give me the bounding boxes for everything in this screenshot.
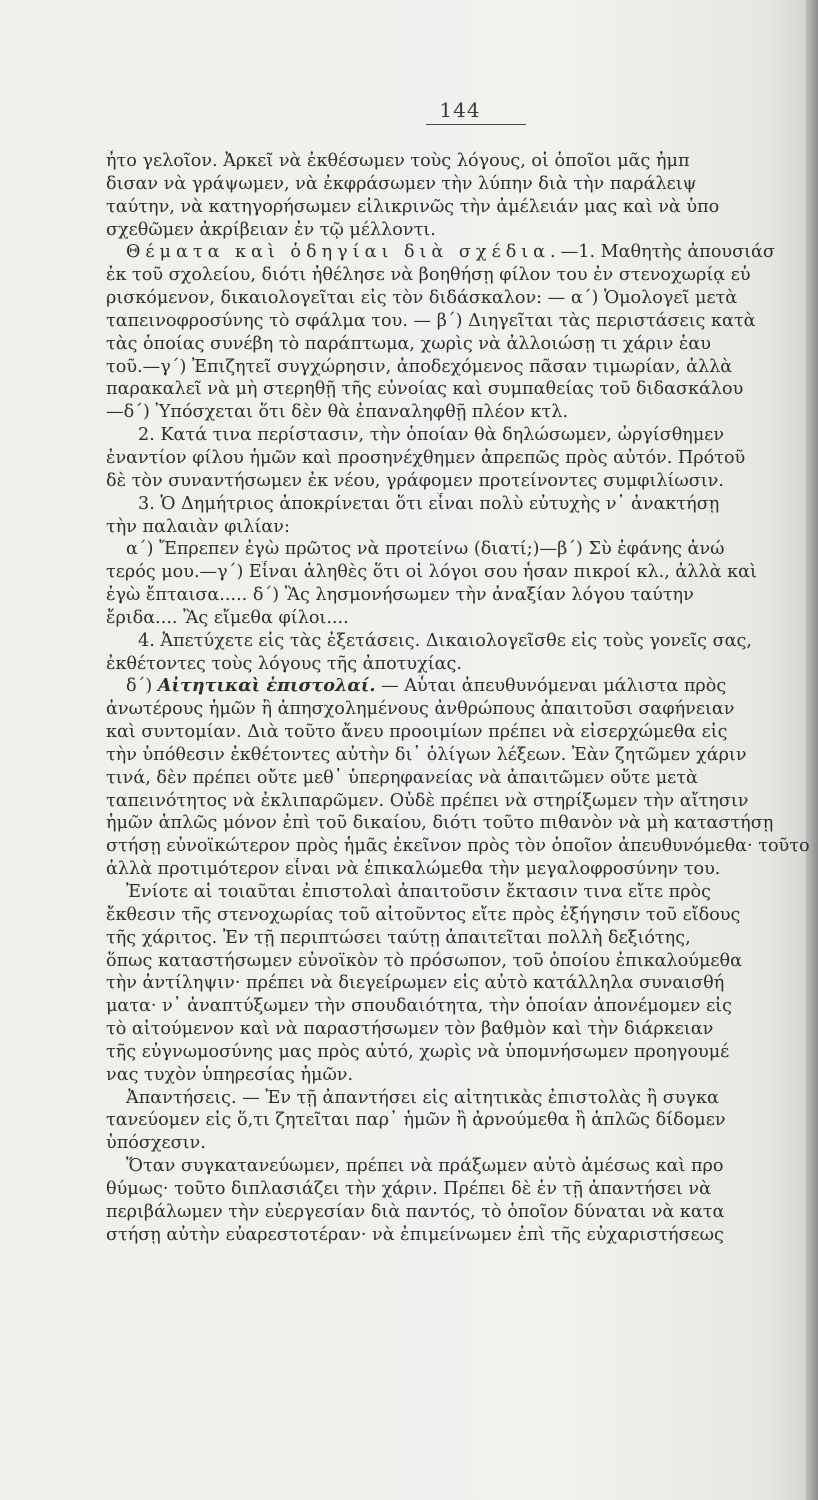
text-line: τὴν παλαιὰν φιλίαν: bbox=[106, 516, 290, 537]
text-line: ὅπως καταστήσωμεν εὐνοϊκὸν τὸ πρόσωπον, τοῦ ὁποίου ἐπικαλούμεθα bbox=[106, 950, 742, 971]
text-line: ἀνωτέρους ἡμῶν ἢ ἀπησχολημένους ἀνθρώπους ἀπαιτοῦσι σαφήνειαν bbox=[106, 699, 735, 720]
text-line: τερός μου.—γ΄) Εἶναι ἀληθὲς ὅτι οἱ λόγοι σου ἦσαν πικροί κλ., ἀλλὰ καὶ bbox=[106, 562, 757, 583]
header-rule bbox=[426, 124, 526, 125]
text-line: α΄) Ἔπρεπεν ἐγὼ πρῶτος νὰ προτείνω (διατί;)—β΄) Σὺ ἐφάνης ἀνώ bbox=[126, 539, 725, 560]
page-number: 144 bbox=[439, 98, 481, 122]
text-line bbox=[106, 675, 814, 698]
text-line: ταπεινοφροσύνης τὸ σφάλμα του. — β΄) Διηγεῖται τὰς περιστάσεις κατὰ bbox=[106, 310, 756, 331]
text-line: θύμως· τοῦτο διπλασιάζει τὴν χάριν. Πρέπει δὲ ἐν τῇ ἀπαντήσει νὰ bbox=[106, 1178, 711, 1199]
text-line: παρακαλεῖ νὰ μὴ στερηθῇ τῆς εὐνοίας καὶ συμπαθείας τοῦ διδασκάλου bbox=[106, 379, 744, 400]
section-heading: Αἰτητικαὶ ἐπιστολαί. bbox=[157, 675, 376, 697]
text-line: στήσῃ αὐτὴν εὐαρεστοτέραν· νὰ ἐπιμείνωμεν ἐπὶ τῆς εὐχαριστήσεως bbox=[106, 1224, 724, 1245]
text-line: Ἀπαντήσεις. — Ἐν τῇ ἀπαντήσει εἰς αἰτητικὰς ἐπιστολὰς ἢ συγκα bbox=[126, 1087, 719, 1108]
text-line: ταπεινότητος νὰ ἐκλιπαρῶμεν. Οὐδὲ πρέπει νὰ στηρίξωμεν τὴν αἴτησιν bbox=[106, 790, 749, 811]
section-lead: δ΄) bbox=[126, 676, 153, 697]
text-line: δὲ τὸν συναντήσωμεν ἐκ νέου, γράφομεν προτείνοντες συμφιλίωσιν. bbox=[106, 470, 724, 491]
text-line bbox=[106, 241, 814, 264]
text-line: τοῦ.—γ΄) Ἐπιζητεῖ συγχώρησιν, ἀποδεχόμενος πᾶσαν τιμωρίαν, ἀλλὰ bbox=[106, 356, 733, 377]
text-line: δισαν νὰ γράψωμεν, νὰ ἐκφράσωμεν τὴν λύπην διὰ τὴν παράλειψ bbox=[106, 173, 697, 194]
text-line: ταύτην, νὰ κατηγορήσωμεν εἰλικρινῶς τὴν ἀμέλειάν μας καὶ νὰ ὑπο bbox=[106, 196, 720, 217]
text-line: τὴν ὑπόθεσιν ἐκθέτοντες αὐτὴν δι᾽ ὀλίγων λέξεων. Ἐὰν ζητῶμεν χάριν bbox=[106, 744, 747, 765]
text-line: τανεύομεν εἰς ὅ,τι ζητεῖται παρ᾽ ἡμῶν ἢ ἀρνούμεθα ἢ ἁπλῶς δίδομεν bbox=[106, 1110, 726, 1131]
text-line: ρισκόμενον, δικαιολογεῖται εἰς τὸν διδάσκαλον: — α΄) Ὁμολογεῖ μετὰ bbox=[106, 288, 738, 309]
text-line: καὶ συντομίαν. Διὰ τοῦτο ἄνευ προοιμίων πρέπει νὰ εἰσερχώμεθα εἰς bbox=[106, 722, 728, 743]
text-line: ἀλλὰ προτιμότερον εἶναι νὰ ἐπικαλώμεθα τὴν μεγαλοφροσύνην του. bbox=[106, 859, 721, 880]
text-line: νας τυχὸν ὑπηρεσίας ἡμῶν. bbox=[106, 1064, 354, 1085]
text-line: ἐκθέτοντες τοὺς λόγους τῆς ἀποτυχίας. bbox=[106, 653, 462, 674]
text-line: τῆς χάριτος. Ἐν τῇ περιπτώσει ταύτῃ ἀπαιτεῖται πολλὴ δεξιότης, bbox=[106, 927, 691, 948]
text-line: Ἐνίοτε αἱ τοιαῦται ἐπιστολαὶ ἀπαιτοῦσιν ἔκτασιν τινα εἴτε πρὸς bbox=[126, 882, 711, 902]
text-line: 3. Ὁ Δημήτριος ἀποκρίνεται ὅτι εἶναι πολὺ εὐτυχὴς ν᾽ ἀνακτήσῃ bbox=[138, 493, 720, 514]
text-line: Ὅταν συγκατανεύωμεν, πρέπει νὰ πράξωμεν αὐτὸ ἀμέσως καὶ προ bbox=[126, 1156, 724, 1177]
text-line: —δ΄) Ὑπόσχεται ὅτι δὲν θὰ ἐπαναληφθῇ πλέον κτλ. bbox=[106, 402, 569, 423]
text-line: ἐγὼ ἔπταισα..... δ΄) Ἂς λησμονήσωμεν τὴν ἀναξίαν λόγου ταύτην bbox=[106, 585, 694, 606]
text-line: ἔκθεσιν τῆς στενοχωρίας τοῦ αἰτοῦντος εἴτε πρὸς ἐξήγησιν τοῦ εἴδους bbox=[106, 904, 741, 925]
text-line: τῆς εὐγνωμοσύνης μας πρὸς αὐτό, χωρὶς νὰ ὑπομνήσωμεν προηγουμέ bbox=[106, 1041, 730, 1062]
text-line: στήσῃ εὐνοϊκώτερον πρὸς ἡμᾶς ἐκεῖνον πρὸς τὸν ὁποῖον ἀπευθυνόμεθα· τοῦτο bbox=[106, 836, 810, 857]
text-line: ἦτο γελοῖον. Ἀρκεῖ νὰ ἐκθέσωμεν τοὺς λόγους, οἱ ὁποῖοι μᾶς ἠμπ bbox=[106, 151, 690, 171]
text-line: ὑπόσχεσιν. bbox=[106, 1133, 206, 1154]
text-line: 4. Ἀπετύχετε εἰς τὰς ἐξετάσεις. Δικαιολογεῖσθε εἰς τοὺς γονεῖς σας, bbox=[138, 630, 752, 651]
section-heading: Θέματα καὶ ὁδηγίαι διὰ σχέδια. bbox=[126, 242, 561, 263]
text-line: ἔριδα.... Ἂς εἴμεθα φίλοι.... bbox=[106, 607, 349, 628]
text-line: ἡμῶν ἁπλῶς μόνον ἐπὶ τοῦ δικαίου, διότι τοῦτο πιθανὸν νὰ μὴ καταστήσῃ bbox=[106, 813, 774, 834]
text-line: τὸ αἰτούμενον καὶ νὰ παραστήσωμεν τὸν βαθμὸν καὶ τὴν διάρκειαν bbox=[106, 1019, 714, 1040]
text-line: ματα· ν᾽ ἀναπτύξωμεν τὴν σπουδαιότητα, τὴν ὁποίαν ἀπονέμομεν εἰς bbox=[106, 996, 732, 1017]
body-text bbox=[106, 150, 814, 1247]
text-line: περιβάλωμεν τὴν εὐεργεσίαν διὰ παντός, τὸ ὁποῖον δύναται νὰ κατα bbox=[106, 1201, 725, 1222]
text-line: 2. Κατά τινα περίστασιν, τὴν ὁποίαν θὰ δηλώσωμεν, ὠργίσθημεν bbox=[138, 425, 725, 446]
text-run: — Αὗται ἀπευθυνόμεναι μάλιστα πρὸς bbox=[375, 676, 727, 697]
text-line: τὴν ἀντίληψιν· πρέπει νὰ διεγείρωμεν εἰς αὐτὸ κατάλληλα συναισθή bbox=[106, 973, 725, 994]
text-run: —1. Μαθητὴς ἀπουσιάσ bbox=[560, 242, 775, 263]
text-line: σχεθῶμεν ἀκρίβειαν ἐν τῷ μέλλοντι. bbox=[106, 219, 436, 240]
text-line: τὰς ὁποίας συνέβη τὸ παράπτωμα, χωρὶς νὰ ἀλλοιώσῃ τι χάριν ἑαυ bbox=[106, 333, 711, 354]
text-line: ἐκ τοῦ σχολείου, διότι ἠθέλησε νὰ βοηθήσῃ φίλον του ἐν στενοχωρίᾳ εὑ bbox=[106, 265, 751, 286]
text-line: τινά, δὲν πρέπει οὔτε μεθ᾽ ὑπερηφανείας νὰ ἀπαιτῶμεν οὔτε μετὰ bbox=[106, 767, 698, 788]
text-line: ἐναντίον φίλου ἡμῶν καὶ προσηνέχθημεν ἀπρεπῶς πρὸς αὐτόν. Πρότοῦ bbox=[106, 447, 746, 468]
